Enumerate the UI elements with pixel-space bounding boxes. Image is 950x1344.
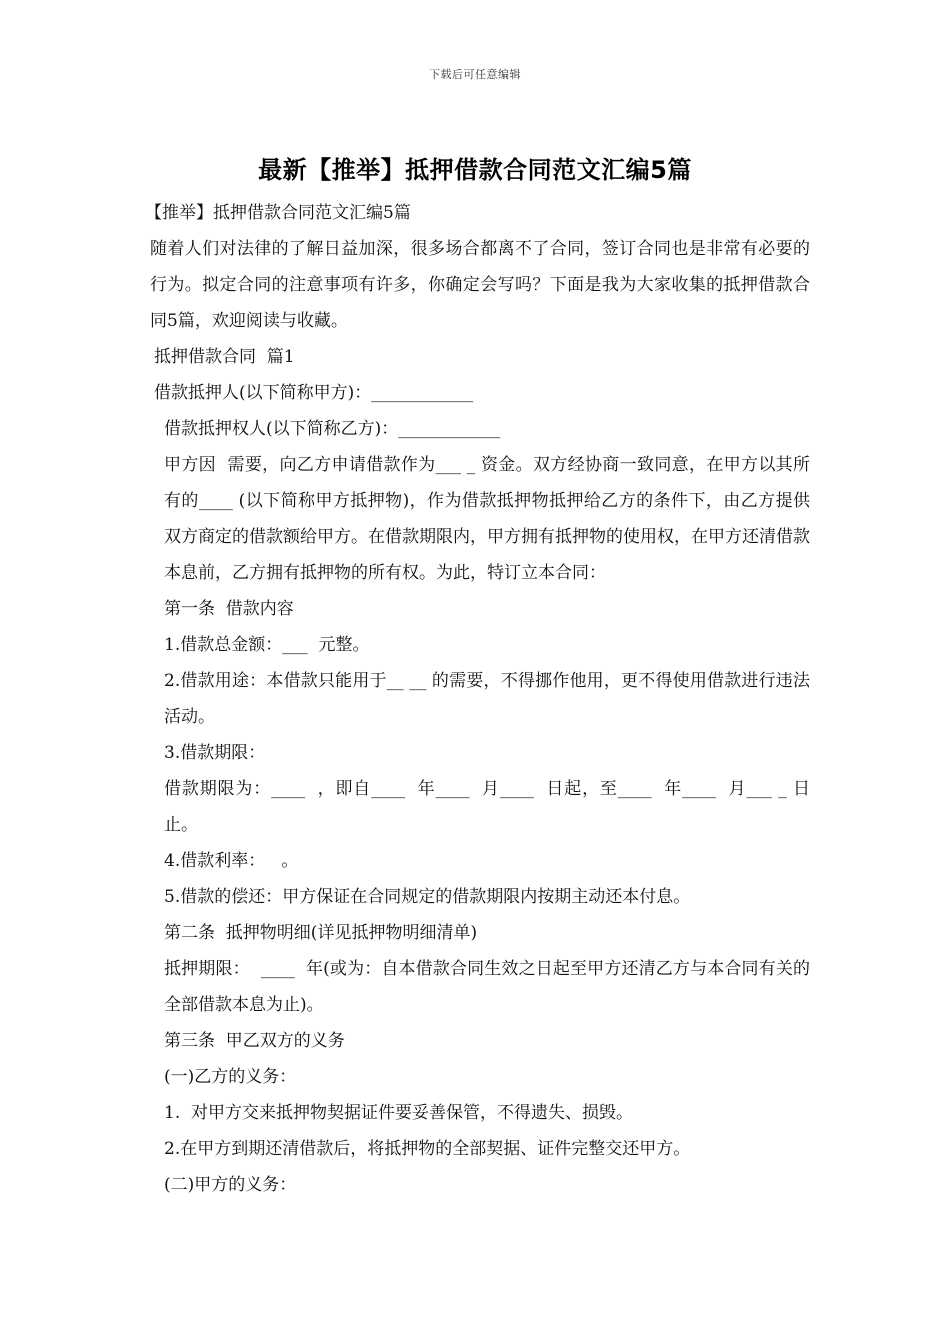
document-body [145, 195, 810, 1203]
paragraph: 借款期限为：____ ，即自____ 年____ 月____ 日起，至____ 年____ 月___ _ 日止。 [164, 779, 810, 835]
paragraph: 抵押期限： ____ 年(或为：自本借款合同生效之日起至甲方还清乙方与本合同有关的全部借款本息为止)。 [164, 959, 810, 1015]
paragraph: 借款抵押权人(以下简称乙方)：____________ [164, 419, 501, 439]
paragraph: 抵押借款合同 篇1 [154, 347, 295, 367]
section-heading: 第二条 抵押物明细(详见抵押物明细清单) [164, 923, 478, 943]
section-heading: 第三条 甲乙双方的义务 [164, 1031, 345, 1051]
section-heading: 第一条 借款内容 [164, 599, 294, 619]
paragraph: 随着人们对法律的了解日益加深，很多场合都离不了合同，签订合同也是非常有必要的行为。拟定合同的注意事项有许多，你确定会写吗？下面是我为大家收集的抵押借款合同5篇，欢迎阅读与收藏。 [150, 239, 810, 331]
paragraph: 5.借款的偿还：甲方保证在合同规定的借款期限内按期主动还本付息。 [164, 887, 691, 907]
paragraph: 【推举】抵押借款合同范文汇编5篇 [145, 203, 411, 223]
paragraph: 甲方因 需要，向乙方申请借款作为___ _ 资金。双方经协商一致同意，在甲方以其所有的____ (以下简称甲方抵押物)，作为借款抵押物抵押给乙方的条件下，由乙方提供双方商定的借款额给甲方。在借款期限内，甲方拥有抵押物的使用权，在甲方还清借款本息前，乙方拥有抵押物的所有权。为此，特订立本合同： [164, 455, 810, 583]
paragraph: 2.借款用途：本借款只能用于__ __ 的需要，不得挪作他用，更不得使用借款进行违法活动。 [164, 671, 810, 727]
header-note: 下载后可任意编辑 [429, 68, 521, 81]
paragraph: (二)甲方的义务： [164, 1175, 297, 1195]
paragraph: 借款抵押人(以下简称甲方)：____________ [154, 383, 474, 403]
paragraph: 1. 对甲方交来抵押物契据证件要妥善保管，不得遗失、损毁。 [164, 1103, 634, 1123]
paragraph: 4.借款利率： 。 [164, 851, 299, 871]
document-title: 最新【推举】抵押借款合同范文汇编5篇 [258, 156, 692, 184]
paragraph: 1.借款总金额：___ 元整。 [164, 635, 370, 655]
paragraph: 3.借款期限： [164, 743, 266, 763]
paragraph: 2.在甲方到期还清借款后，将抵押物的全部契据、证件完整交还甲方。 [164, 1139, 691, 1159]
paragraph: (一)乙方的义务： [164, 1067, 297, 1087]
